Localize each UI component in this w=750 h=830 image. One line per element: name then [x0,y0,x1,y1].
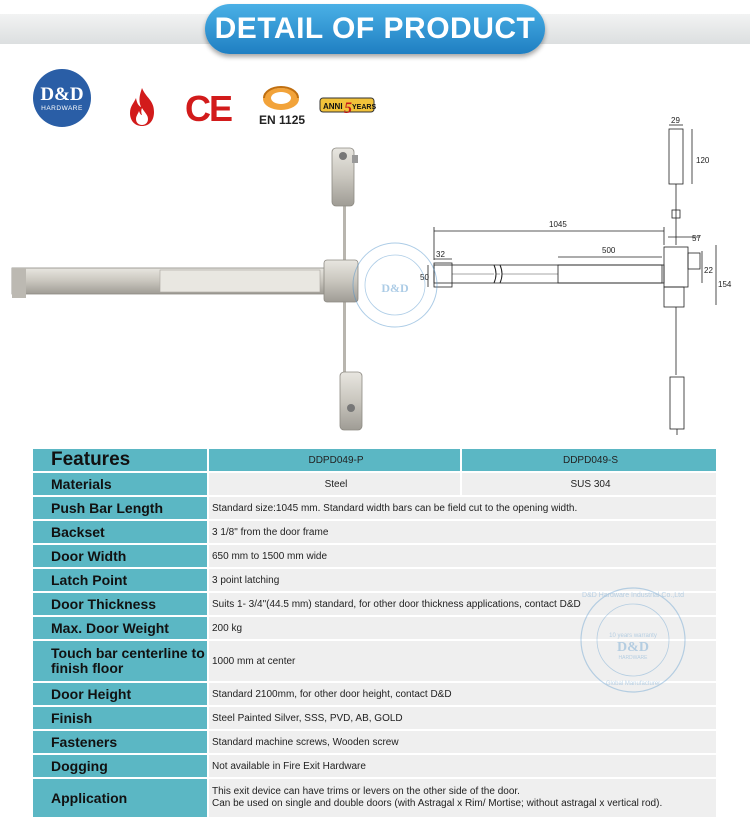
brand-logo [33,69,91,127]
spec-label: Push Bar Length [33,497,207,519]
en1125-label: EN 1125 [259,113,306,127]
spec-value: 200 kg [207,617,716,639]
spec-label: Max. Door Weight [33,617,207,639]
dim-end: 32 [436,250,445,259]
spec-label: Door Thickness [33,593,207,615]
spec-value: 3 1/8" from the door frame [207,521,716,543]
watermark-brand: D&D [617,640,649,655]
dim-height: 50 [420,273,429,282]
brand-logo-main: D&D [40,83,84,105]
spec-row [33,755,716,777]
anni-years-badge [318,88,376,122]
spec-label: Finish [33,707,207,729]
spec-row-application [33,779,716,817]
dim-22: 22 [704,266,713,275]
spec-row [33,497,716,519]
materials-s-value: SUS 304 [460,473,716,495]
spec-header-row [33,449,716,471]
model-s-header: DDPD049-S [460,449,716,471]
spec-label: Door Width [33,545,207,567]
spec-value: 650 mm to 1500 mm wide [207,545,716,567]
anni-label: ANNI [323,102,343,111]
spec-row [33,731,716,753]
spec-value: Standard 2100mm, for other door height, contact D&D [207,683,716,705]
dim-total: 1045 [549,220,567,229]
spec-label: Fasteners [33,731,207,753]
spec-value: 3 point latching [207,569,716,591]
banner-title: DETAIL OF PRODUCT [214,12,536,45]
product-photo [0,140,380,440]
watermark-company: D&D Hardware Industrial Co.,Ltd [582,592,684,599]
spec-row-materials [33,473,716,495]
watermark-bottom: Global Manufacturer [605,681,661,687]
application-value [207,779,716,817]
application-label: Application [33,779,207,817]
spec-value: Steel Painted Silver, SSS, PVD, AB, GOLD [207,707,716,729]
dim-bar: 500 [602,246,616,255]
years-label: YEARS [352,104,377,111]
spec-row [33,707,716,729]
watermark-stamp-top [350,240,440,330]
ce-mark: CE [185,88,232,129]
materials-p-value: Steel [207,473,460,495]
spec-label: Backset [33,521,207,543]
watermark-sub: HARDWARE [618,655,648,661]
fire-rated-icon [124,86,160,128]
anni-number: 5 [344,100,352,117]
dim-top-width: 29 [671,116,680,125]
spec-label: Dogging [33,755,207,777]
materials-label: Materials [33,473,207,495]
dim-top-height: 120 [696,156,710,165]
technical-drawing [420,115,730,440]
application-line-2: Can be used on single and double doors (with Astragal x Rim/ Mortise; without astragal x vertical rod). [212,798,663,809]
spec-value: Standard machine screws, Wooden screw [207,731,716,753]
spec-label: Touch bar centerline to finish floor [33,641,207,681]
en1125-icon [260,84,302,114]
watermark-brand-top: D&D [381,281,409,295]
watermark-warranty: 10 years warranty [609,633,657,639]
spec-label: Door Height [33,683,207,705]
model-p-header: DDPD049-P [207,449,460,471]
features-label: Features [33,449,207,471]
dim-57: 57 [692,234,701,243]
dim-154: 154 [718,280,732,289]
spec-row [33,545,716,567]
spec-value: Standard size:1045 mm. Standard width bars can be field cut to the opening width. [207,497,716,519]
spec-label: Latch Point [33,569,207,591]
spec-value: Suits 1- 3/4"(44.5 mm) standard, for other door thickness applications, contact D&D [207,593,716,615]
banner [205,4,545,54]
watermark-stamp [578,585,688,695]
brand-logo-sub: HARDWARE [41,104,83,112]
spec-value: Not available in Fire Exit Hardware [207,755,716,777]
spec-row [33,521,716,543]
spec-value: 1000 mm at center [207,641,716,681]
application-line-1: This exit device can have trims or levers on the other side of the door. [212,786,520,797]
